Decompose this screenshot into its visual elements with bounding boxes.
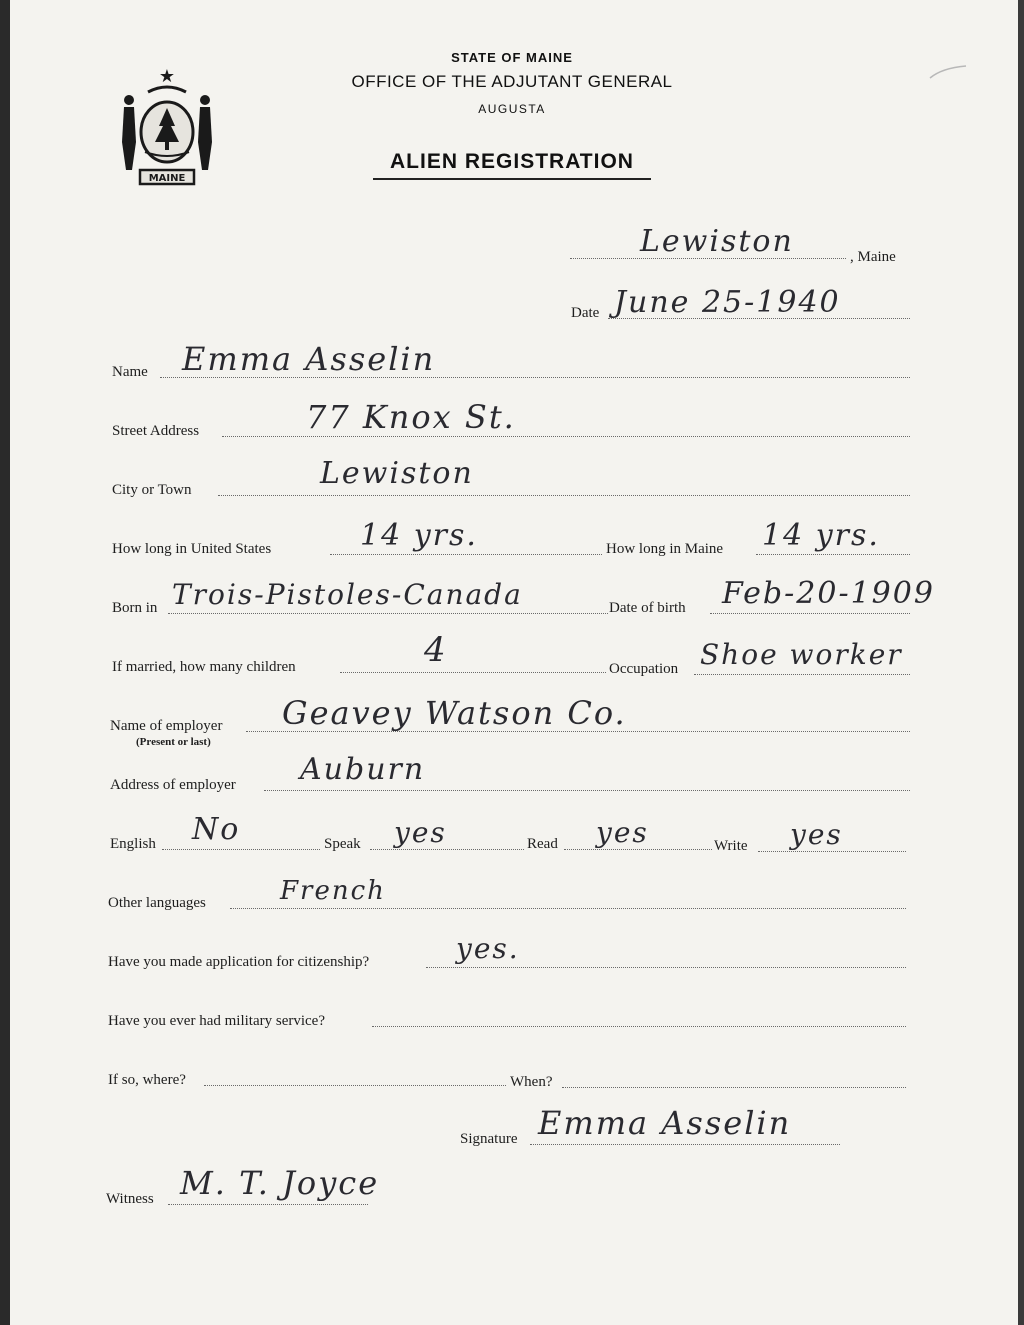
seal-star: ★ [158,66,176,87]
military-line [372,1026,906,1027]
occupation-value: Shoe worker [700,638,903,671]
write-value: yes [790,818,843,851]
other-languages-label: Other languages [108,895,206,911]
how-long-us-label: How long in United States [112,541,272,557]
speak-label: Speak [324,836,361,852]
employer-address-line [264,790,910,791]
born-in-line [168,613,608,614]
witness-value: M. T. Joyce [180,1164,380,1202]
how-long-us-value: 14 yrs. [360,518,478,553]
military-label: Have you ever had military service? [108,1013,325,1029]
page-title: ALIEN REGISTRATION [390,150,634,173]
if-so-where-line [204,1085,506,1086]
other-languages-value: French [280,876,386,906]
born-in-label: Born in [112,600,158,616]
citizenship-label: Have you made application for citizenship? [108,954,370,970]
write-line [758,851,906,852]
occupation-label: Occupation [609,661,679,677]
signature-label: Signature [460,1131,518,1147]
city-label: City or Town [112,482,192,498]
street-value: 77 Knox St. [306,398,516,436]
if-so-where-label: If so, where? [108,1072,186,1088]
town-value: Lewiston [640,224,794,259]
speak-line [370,849,524,850]
date-label: Date [571,305,600,321]
scan-edge-left [0,0,10,1325]
check-mark-icon [928,64,968,84]
title-underline [373,178,651,180]
children-line [340,672,606,673]
english-line [162,849,320,850]
employer-label: Name of employer [110,718,223,734]
employer-address-value: Auburn [300,752,426,787]
children-label: If married, how many children [112,659,296,675]
street-label: Street Address [112,423,200,439]
children-value: 4 [424,630,448,670]
english-value: No [192,812,241,847]
when-label: When? [510,1074,553,1090]
date-of-birth-label: Date of birth [609,600,686,616]
date-of-birth-value: Feb-20-1909 [722,576,935,611]
citizenship-line [426,967,906,968]
how-long-us-line [330,554,602,555]
speak-value: yes [394,816,447,849]
witness-label: Witness [106,1191,154,1207]
occupation-line [694,674,910,675]
seal-text: MAINE [148,173,186,184]
date-of-birth-line [710,613,910,614]
read-label: Read [527,836,558,852]
english-label: English [110,836,156,852]
read-value: yes [596,816,649,849]
read-line [564,849,712,850]
citizenship-value: yes. [456,932,520,965]
born-in-value: Trois-Pistoles-Canada [172,578,523,611]
maine-label: , Maine [850,249,896,265]
city-value: Lewiston [320,456,474,491]
header-state: STATE OF MAINE [451,50,573,65]
name-label: Name [112,364,148,380]
street-line [222,436,910,437]
signature-line [530,1144,840,1145]
signature-value: Emma Asselin [538,1104,792,1142]
how-long-maine-line [756,554,910,555]
how-long-maine-value: 14 yrs. [762,518,880,553]
name-value: Emma Asselin [182,340,436,378]
when-line [562,1087,906,1088]
how-long-maine-label: How long in Maine [606,541,724,557]
employer-value: Geavey Watson Co. [282,694,627,732]
other-languages-line [230,908,906,909]
header-office: OFFICE OF THE ADJUTANT GENERAL [351,72,673,91]
scan-edge-right [1018,0,1024,1325]
city-line [218,495,910,496]
write-label: Write [714,838,748,854]
header-city: AUGUSTA [478,102,546,116]
witness-line [168,1204,368,1205]
date-value: June 25-1940 [614,285,841,320]
employer-address-label: Address of employer [110,777,236,793]
employer-sub-label: (Present or last) [136,736,211,748]
